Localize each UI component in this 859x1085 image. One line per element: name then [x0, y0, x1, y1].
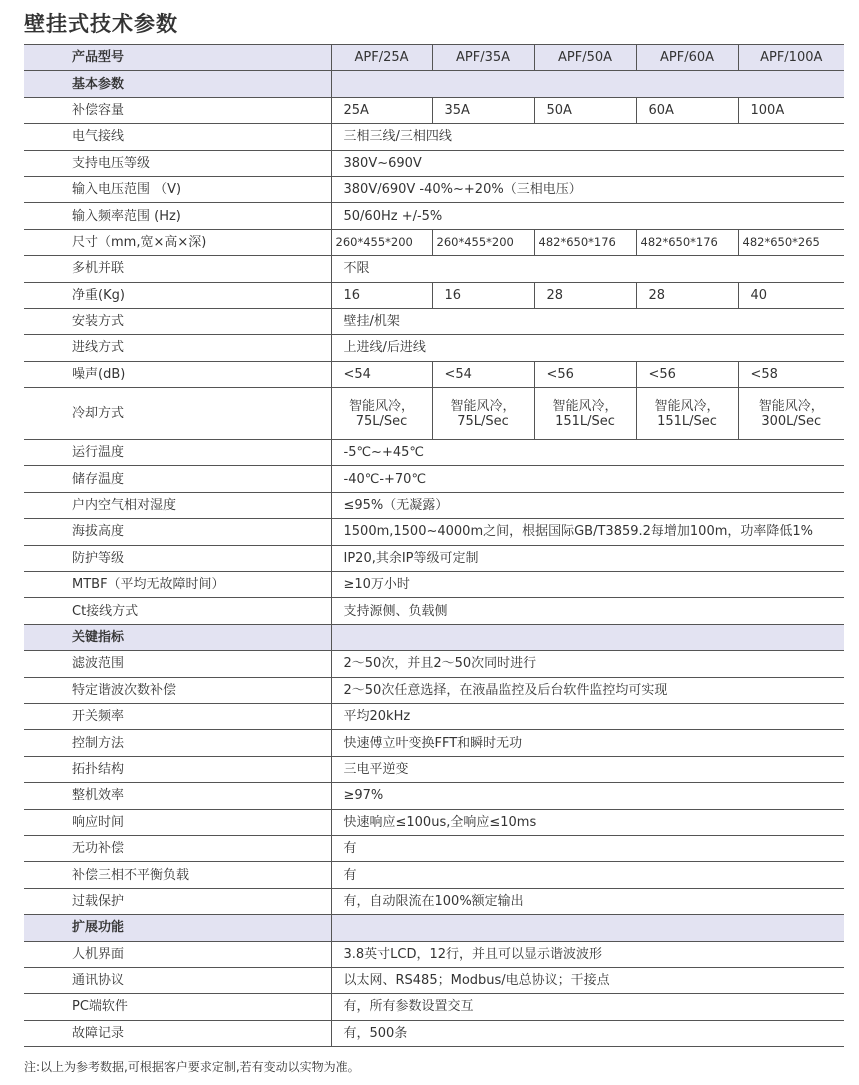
row-label: 输入电压范围 （V) — [24, 176, 331, 202]
value-cell: 16 — [331, 282, 432, 308]
table-row — [24, 124, 844, 150]
row-label: 安装方式 — [24, 308, 331, 334]
value-cell: 智能风冷，75L/Sec — [432, 388, 534, 440]
table-row — [24, 203, 844, 229]
table-row — [24, 466, 844, 492]
table-row — [24, 545, 844, 571]
table-row — [24, 519, 844, 545]
section-row — [24, 915, 844, 941]
table-row — [24, 835, 844, 861]
row-label: MTBF（平均无故障时间） — [24, 572, 331, 598]
row-label: 户内空气相对湿度 — [24, 492, 331, 518]
table-row — [24, 809, 844, 835]
section-row — [24, 624, 844, 650]
table-row — [24, 440, 844, 466]
value-cell: 16 — [432, 282, 534, 308]
page-title: 壁挂式技术参数 — [24, 12, 178, 36]
row-label: 补偿容量 — [24, 97, 331, 123]
value-cell: 40 — [738, 282, 844, 308]
row-label: 控制方法 — [24, 730, 331, 756]
value-cell: 1500m,1500~4000m之间，根据国际GB/T3859.2每增加100m，功率降低1% — [331, 519, 844, 545]
spec-table-body — [24, 45, 844, 1047]
value-cell: 380V/690V -40%~+20%（三相电压） — [331, 176, 844, 202]
row-label: 通讯协议 — [24, 967, 331, 993]
value-cell: 50A — [534, 97, 636, 123]
table-row — [24, 388, 844, 440]
value-cell: -40℃-+70℃ — [331, 466, 844, 492]
value-cell: 100A — [738, 97, 844, 123]
table-row — [24, 256, 844, 282]
row-label: 无功补偿 — [24, 835, 331, 861]
row-label: 拓扑结构 — [24, 756, 331, 782]
table-row — [24, 282, 844, 308]
row-label: 运行温度 — [24, 440, 331, 466]
value-cell: 智能风冷，151L/Sec — [636, 388, 738, 440]
section-fill — [331, 624, 844, 650]
value-cell: 28 — [636, 282, 738, 308]
value-cell: ≥10万小时 — [331, 572, 844, 598]
value-cell: 有 — [331, 862, 844, 888]
model-cell: APF/50A — [534, 45, 636, 71]
value-cell: 三电平逆变 — [331, 756, 844, 782]
value-cell: ≤95%（无凝露） — [331, 492, 844, 518]
value-cell: 壁挂/机架 — [331, 308, 844, 334]
table-row — [24, 598, 844, 624]
row-label: 人机界面 — [24, 941, 331, 967]
header-row — [24, 45, 844, 71]
row-label: 滤波范围 — [24, 651, 331, 677]
value-cell: IP20,其余IP等级可定制 — [331, 545, 844, 571]
table-row — [24, 756, 844, 782]
table-row — [24, 967, 844, 993]
row-label: 进线方式 — [24, 335, 331, 361]
table-row — [24, 229, 844, 255]
table-row — [24, 651, 844, 677]
row-label: 输入频率范围 (Hz) — [24, 203, 331, 229]
value-cell: 支持源侧、负载侧 — [331, 598, 844, 624]
value-cell: 快速傅立叶变换FFT和瞬时无功 — [331, 730, 844, 756]
value-cell: 三相三线/三相四线 — [331, 124, 844, 150]
table-row — [24, 730, 844, 756]
table-row — [24, 150, 844, 176]
value-cell: 上进线/后进线 — [331, 335, 844, 361]
value-cell: 482*650*176 — [636, 229, 738, 255]
value-cell: 482*650*265 — [738, 229, 844, 255]
row-label: 防护等级 — [24, 545, 331, 571]
value-cell: 3.8英寸LCD，12行，并且可以显示谐波波形 — [331, 941, 844, 967]
value-cell: 60A — [636, 97, 738, 123]
table-row — [24, 492, 844, 518]
row-label: 海拔高度 — [24, 519, 331, 545]
value-cell: 260*455*200 — [432, 229, 534, 255]
section-fill — [331, 71, 844, 97]
value-cell: 2～50次，并且2～50次同时进行 — [331, 651, 844, 677]
header-label: 产品型号 — [24, 45, 331, 71]
value-cell: 380V~690V — [331, 150, 844, 176]
row-label: Ct接线方式 — [24, 598, 331, 624]
value-cell: 智能风冷，75L/Sec — [331, 388, 432, 440]
table-row — [24, 361, 844, 387]
row-label: 补偿三相不平衡负载 — [24, 862, 331, 888]
section-title: 扩展功能 — [24, 915, 331, 941]
row-label: 响应时间 — [24, 809, 331, 835]
section-fill — [331, 915, 844, 941]
value-cell: <54 — [331, 361, 432, 387]
table-row — [24, 862, 844, 888]
table-row — [24, 308, 844, 334]
value-cell: <58 — [738, 361, 844, 387]
table-row — [24, 176, 844, 202]
table-row — [24, 335, 844, 361]
value-cell: <56 — [636, 361, 738, 387]
value-cell: 2～50次任意选择，在液晶监控及后台软件监控均可实现 — [331, 677, 844, 703]
row-label: 整机效率 — [24, 783, 331, 809]
value-cell: 智能风冷，300L/Sec — [738, 388, 844, 440]
row-label: 噪声(dB) — [24, 361, 331, 387]
row-label: 电气接线 — [24, 124, 331, 150]
row-label: 特定谐波次数补偿 — [24, 677, 331, 703]
value-cell: 以太网、RS485；Modbus/电总协议；干接点 — [331, 967, 844, 993]
value-cell: 有，所有参数设置交互 — [331, 994, 844, 1020]
model-cell: APF/25A — [331, 45, 432, 71]
footnote: 注:以上为参考数据,可根据客户要求定制,若有变动以实物为准。 — [24, 1060, 360, 1074]
row-label: 多机并联 — [24, 256, 331, 282]
row-label: 尺寸（mm,宽×高×深) — [24, 229, 331, 255]
value-cell: 不限 — [331, 256, 844, 282]
value-cell: 35A — [432, 97, 534, 123]
model-cell: APF/35A — [432, 45, 534, 71]
row-label: 过载保护 — [24, 888, 331, 914]
row-label: 开关频率 — [24, 703, 331, 729]
value-cell: <54 — [432, 361, 534, 387]
value-cell: 智能风冷，151L/Sec — [534, 388, 636, 440]
model-cell: APF/60A — [636, 45, 738, 71]
table-row — [24, 994, 844, 1020]
value-cell: 28 — [534, 282, 636, 308]
row-label: 支持电压等级 — [24, 150, 331, 176]
table-row — [24, 783, 844, 809]
value-cell: 25A — [331, 97, 432, 123]
value-cell: <56 — [534, 361, 636, 387]
value-cell: 有，500条 — [331, 1020, 844, 1046]
table-row — [24, 703, 844, 729]
table-row — [24, 677, 844, 703]
section-title: 基本参数 — [24, 71, 331, 97]
table-row — [24, 941, 844, 967]
row-label: PC端软件 — [24, 994, 331, 1020]
table-row — [24, 97, 844, 123]
row-label: 储存温度 — [24, 466, 331, 492]
value-cell: -5℃~+45℃ — [331, 440, 844, 466]
table-row — [24, 572, 844, 598]
spec-table — [24, 44, 844, 1047]
table-row — [24, 1020, 844, 1046]
value-cell: 快速响应≤100us,全响应≤10ms — [331, 809, 844, 835]
value-cell: 有，自动限流在100%额定输出 — [331, 888, 844, 914]
section-row — [24, 71, 844, 97]
row-label: 净重(Kg) — [24, 282, 331, 308]
section-title: 关键指标 — [24, 624, 331, 650]
value-cell: ≥97% — [331, 783, 844, 809]
row-label: 故障记录 — [24, 1020, 331, 1046]
value-cell: 482*650*176 — [534, 229, 636, 255]
value-cell: 有 — [331, 835, 844, 861]
table-row — [24, 888, 844, 914]
value-cell: 50/60Hz +/-5% — [331, 203, 844, 229]
model-cell: APF/100A — [738, 45, 844, 71]
row-label: 冷却方式 — [24, 388, 331, 440]
value-cell: 260*455*200 — [331, 229, 432, 255]
value-cell: 平均20kHz — [331, 703, 844, 729]
